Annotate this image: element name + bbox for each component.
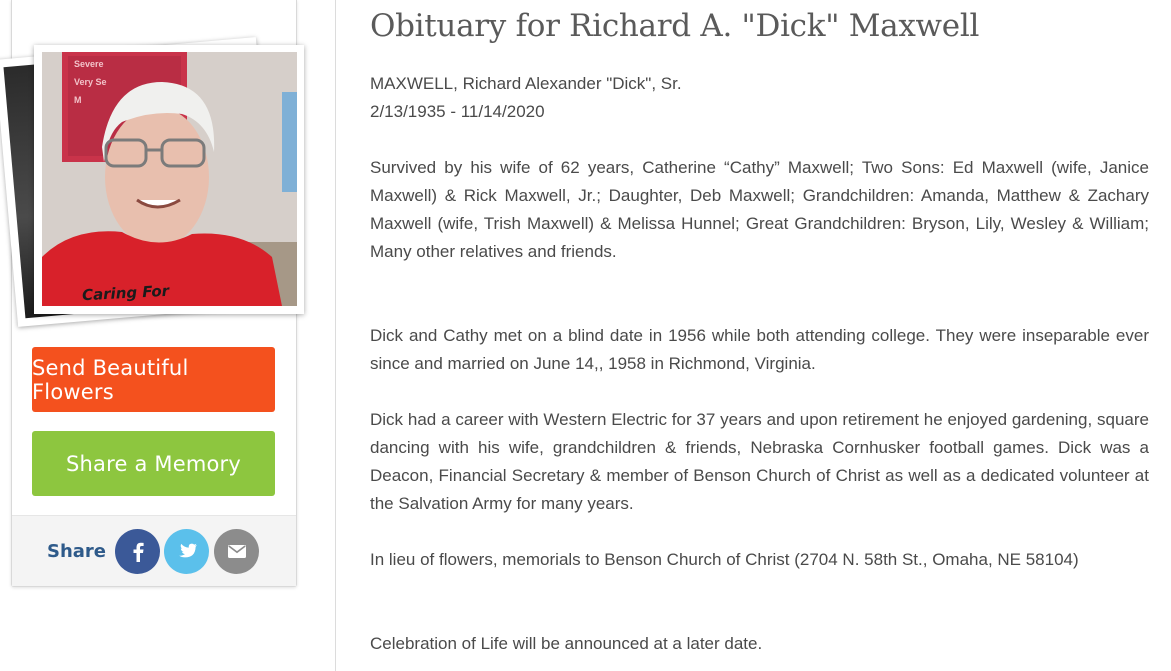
portrait-photo-frame bbox=[34, 45, 304, 314]
obituary-paragraph-celebration: Celebration of Life will be announced at a later date. bbox=[370, 634, 763, 653]
send-flowers-button[interactable]: Send Beautiful Flowers bbox=[32, 347, 275, 412]
email-icon bbox=[228, 545, 246, 558]
facebook-icon bbox=[132, 542, 144, 562]
photo-shirt-text: Caring For bbox=[81, 281, 170, 305]
obituary-paragraph-survivors: Survived by his wife of 62 years, Catherine “Cathy” Maxwell; Two Sons: Ed Maxwell (wife, Janice Maxwell) & Rick Maxwell, Jr.; Daughter, Deb Maxwell; Grandchildren: Amanda, Matthew & Zachary Maxwell (wife, Trish Maxwell) & Melissa Hunnel; Great Grandchildren: Bryson, Lily, Wesley & William; Many other relatives and friends. bbox=[370, 158, 1149, 261]
twitter-icon bbox=[176, 543, 198, 561]
obituary-paragraph-marriage: Dick and Cathy met on a blind date in 1956 while both attending college. They were inseparable ever since and married on June 14,, 1958 in Richmond, Virginia. bbox=[370, 326, 1149, 373]
email-share-button[interactable] bbox=[214, 529, 259, 574]
portrait-photo bbox=[42, 52, 297, 306]
obituary-title: Obituary for Richard A. "Dick" Maxwell bbox=[370, 8, 980, 44]
column-divider bbox=[335, 0, 336, 671]
photo-poster-text: Severe Very Se M bbox=[74, 59, 107, 105]
life-dates: 2/13/1935 - 11/14/2020 bbox=[370, 102, 545, 121]
share-memory-button[interactable]: Share a Memory bbox=[32, 431, 275, 496]
obituary-paragraph-memorials: In lieu of flowers, memorials to Benson Church of Christ (2704 N. 58th St., Omaha, NE 58104) bbox=[370, 550, 1079, 569]
twitter-share-button[interactable] bbox=[164, 529, 209, 574]
share-label: Share bbox=[47, 541, 107, 562]
obituary-paragraph-career: Dick had a career with Western Electric for 37 years and upon retirement he enjoyed gardening, square dancing with his wife, grandchildren & friends, Nebraska Cornhusker football games. Dick was a Deacon, Financial Secretary & member of Benson Church of Christ as well as a dedicated volunteer at the Salvation Army for many years. bbox=[370, 410, 1149, 513]
full-name: MAXWELL, Richard Alexander "Dick", Sr. bbox=[370, 74, 682, 93]
facebook-share-button[interactable] bbox=[115, 529, 160, 574]
